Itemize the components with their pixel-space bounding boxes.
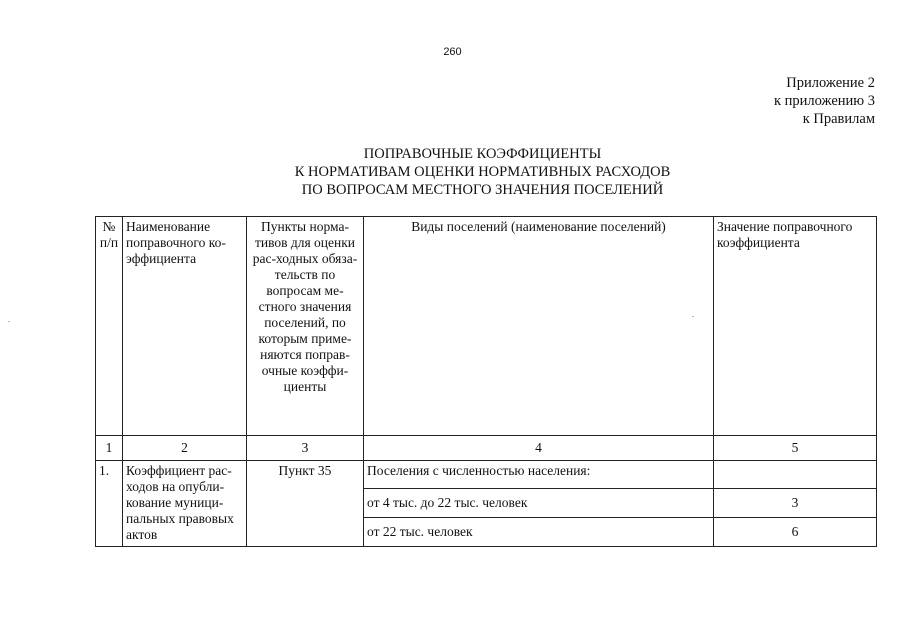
settlement-type: от 22 тыс. человек — [364, 518, 714, 547]
scan-speck — [692, 316, 694, 317]
header-norm-points: Пункты норма-тивов для оценки рас-ходных обяза-тельств по вопросам ме-стного значения поселений, по которым приме-няются поправ-очные коэффи-циенты — [247, 217, 364, 436]
settlement-group: Поселения с численностью населения: — [364, 461, 714, 489]
header-number: № п/п — [96, 217, 123, 436]
column-number: 2 — [123, 436, 247, 461]
column-number-row — [96, 436, 877, 461]
appendix-line-1: Приложение 2 — [786, 75, 875, 91]
settlement-type: от 4 тыс. до 22 тыс. человек — [364, 489, 714, 518]
header-coefficient-name: Наименование поправочного ко-эффициента — [123, 217, 247, 436]
column-number: 4 — [364, 436, 714, 461]
appendix-line-3: к Правилам — [802, 111, 875, 127]
column-number: 3 — [247, 436, 364, 461]
scan-speck — [8, 321, 10, 322]
header-settlement-types: Виды поселений (наименование поселений) — [364, 217, 714, 436]
page-number: 260 — [443, 46, 462, 58]
header-coefficient-value: Значение поправочного коэффициента — [714, 217, 877, 436]
column-number: 5 — [714, 436, 877, 461]
title-line-3: ПО ВОПРОСАМ МЕСТНОГО ЗНАЧЕНИЯ ПОСЕЛЕНИЙ — [301, 182, 664, 198]
document-title — [0, 145, 905, 199]
norm-points: Пункт 35 — [247, 461, 364, 547]
column-number: 1 — [96, 436, 123, 461]
title-line-2: К НОРМАТИВАМ ОЦЕНКИ НОРМАТИВНЫХ РАСХОДОВ — [294, 164, 671, 180]
empty-value-cell — [714, 461, 877, 489]
appendix-line-2: к приложению 3 — [773, 93, 875, 109]
appendix-reference — [774, 74, 875, 128]
row-number: 1. — [96, 461, 123, 547]
coefficients-table — [95, 216, 877, 547]
title-line-1: ПОПРАВОЧНЫЕ КОЭФФИЦИЕНТЫ — [363, 146, 602, 162]
coefficient-value: 3 — [714, 489, 877, 518]
coefficient-name: Коэффициент рас-ходов на опубли-кование муници-пальных правовых актов — [123, 461, 247, 547]
table-header-row — [96, 217, 877, 436]
coefficient-value: 6 — [714, 518, 877, 547]
table-row — [96, 461, 877, 489]
